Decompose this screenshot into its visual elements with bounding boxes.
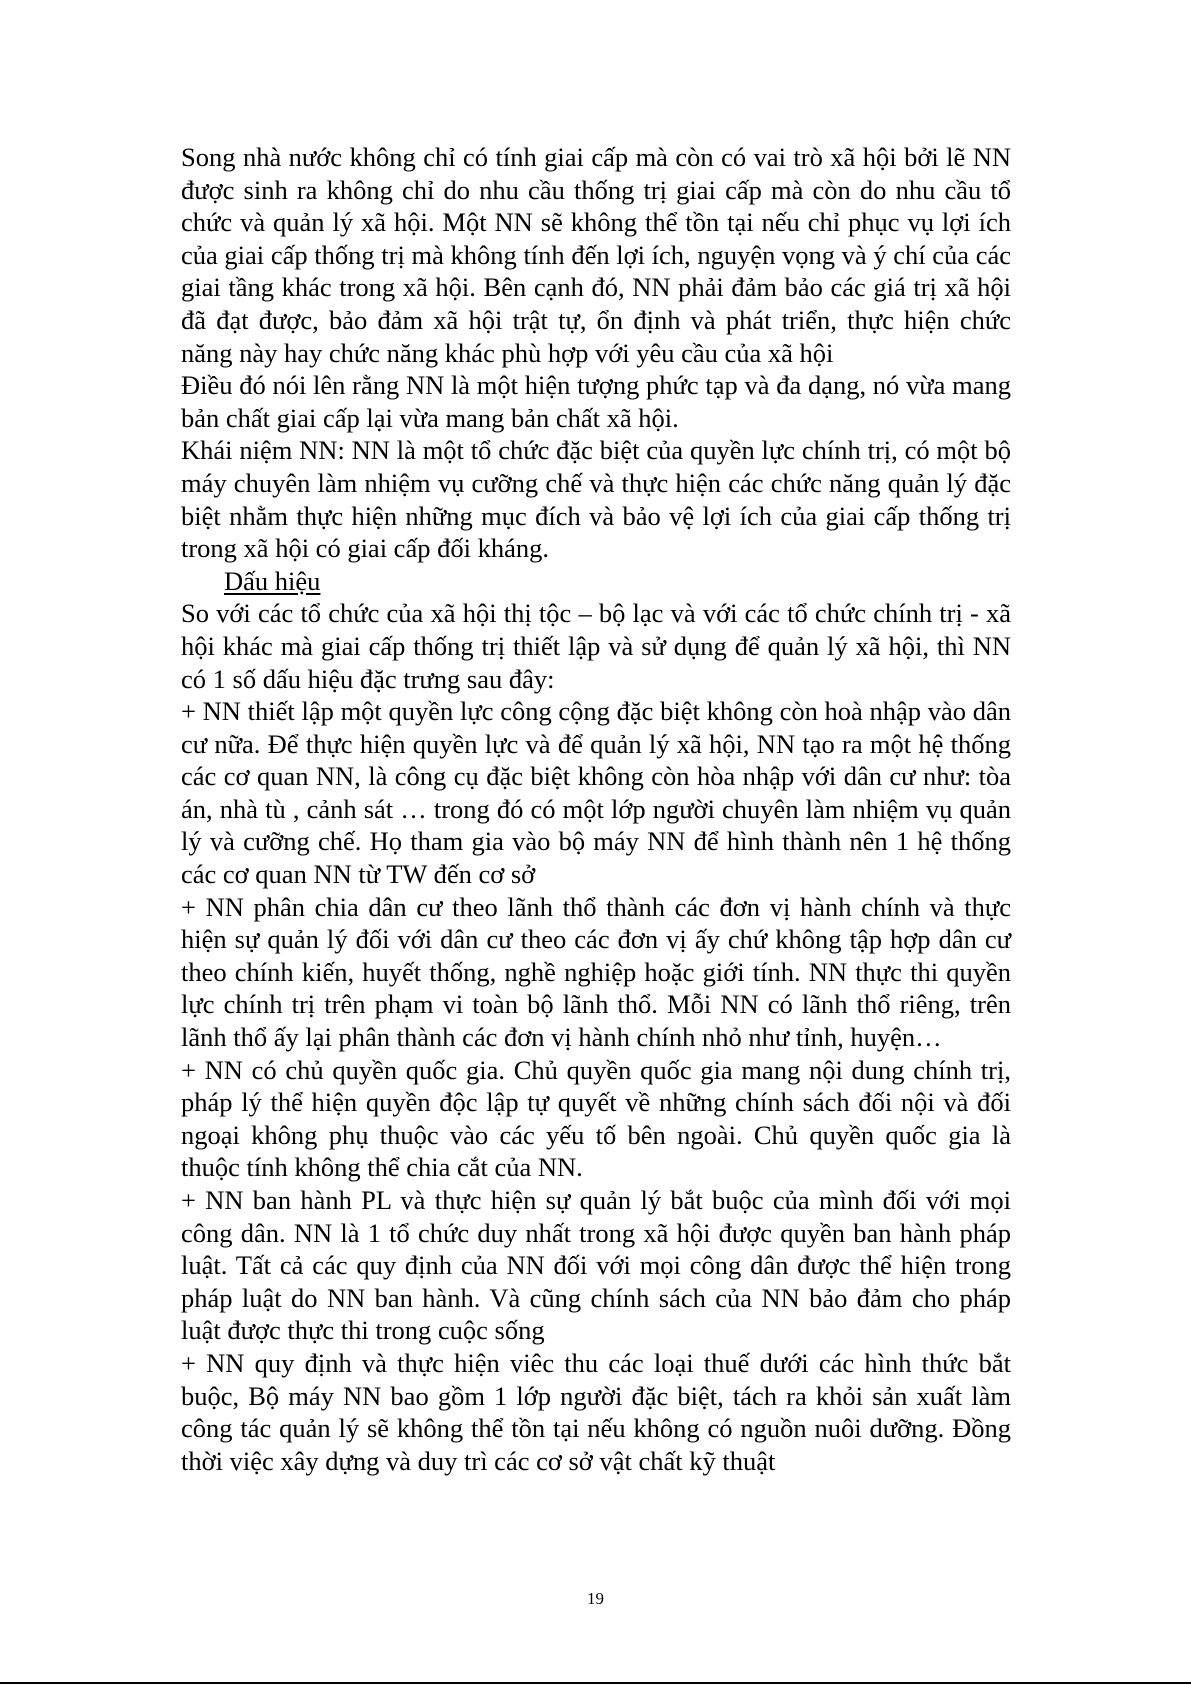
paragraph-state-concept: Khái niệm NN: NN là một tổ chức đặc biệt của quyền lực chính trị, có một bộ máy chuyên làm nhiệm vụ cưỡng chế và thực hiện các chức năng quản lý đặc biệt nhằm thực hiện những mục đích và bảo vệ lợi ích của giai cấp thống trị trong xã hội có giai cấp đối kháng. bbox=[181, 435, 1011, 564]
page-body bbox=[181, 141, 1011, 1477]
paragraph-social-role: Song nhà nước không chỉ có tính giai cấp mà còn có vai trò xã hội bởi lẽ NN được sinh ra không chỉ do nhu cầu thống trị giai cấp mà còn do nhu cầu tổ chức và quản lý xã hội. Một NN sẽ không thể tồn tại nếu chỉ phục vụ lợi ích của giai cấp thống trị mà không tính đến lợi ích, nguyện vọng và ý chí của các giai tầng khác trong xã hội. Bên cạnh đó, NN phải đảm bảo các giá trị xã hội đã đạt được, bảo đảm xã hội trật tự, ổn định và phát triển, thực hiện chức năng này hay chức năng khác phù hợp với yêu cầu của xã hội bbox=[181, 142, 1011, 368]
paragraph-dual-nature: Điều đó nói lên rằng NN là một hiện tượng phức tạp và đa dạng, nó vừa mang bản chất giai cấp lại vừa mang bản chất xã hội. bbox=[181, 370, 1011, 433]
paragraph-public-power: + NN thiết lập một quyền lực công cộng đặc biệt không còn hoà nhập vào dân cư nữa. Để thực hiện quyền lực và để quản lý xã hội, NN tạo ra một hệ thống các cơ quan NN, là công cụ đặc biệt không còn hòa nhập với dân cư như: tòa án, nhà tù , cảnh sát … trong đó có một lớp người chuyên làm nhiệm vụ quản lý và cưỡng chế. Họ tham gia vào bộ máy NN để hình thành nên 1 hệ thống các cơ quan NN từ TW đến cơ sở bbox=[181, 696, 1011, 890]
paragraph-law: + NN ban hành PL và thực hiện sự quản lý bắt buộc của mình đối với mọi công dân. NN là 1 tổ chức duy nhất trong xã hội được quyền ban hành pháp luật. Tất cả các quy định của NN đối với mọi công dân được thể hiện trong pháp luật do NN ban hành. Và cũng chính sách của NN bảo đảm cho pháp luật được thực thi trong cuộc sống bbox=[181, 1185, 1011, 1346]
page-number: 19 bbox=[587, 1589, 604, 1608]
paragraph-taxes: + NN quy định và thực hiện viêc thu các loại thuế dưới các hình thức bắt buộc, Bộ máy NN bao gồm 1 lớp người đặc biệt, tách ra khỏi sản xuất làm công tác quản lý sẽ không thể tồn tại nếu không có nguồn nuôi dưỡng. Đồng thời việc xây dựng và duy trì các cơ sở vật chất kỹ thuật bbox=[181, 1347, 1011, 1476]
bottom-divider bbox=[0, 1682, 1191, 1684]
paragraph-intro-characteristics: So với các tổ chức của xã hội thị tộc – bộ lạc và với các tổ chức chính trị - xã hội khác mà giai cấp thống trị thiết lập và sử dụng để quản lý xã hội, thì NN có 1 số dấu hiệu đặc trưng sau đây: bbox=[181, 598, 1011, 694]
paragraph-territory: + NN phân chia dân cư theo lãnh thổ thành các đơn vị hành chính và thực hiện sự quản lý đối với dân cư theo các đơn vị ấy chứ không tập hợp dân cư theo chính kiến, huyết thống, nghề nghiệp hoặc giới tính. NN thực thi quyền lực chính trị trên phạm vi toàn bộ lãnh thổ. Mỗi NN có lãnh thổ riêng, trên lãnh thổ ấy lại phân thành các đơn vị hành chính nhỏ như tỉnh, huyện… bbox=[181, 891, 1011, 1053]
paragraph-sovereignty: + NN có chủ quyền quốc gia. Chủ quyền quốc gia mang nội dung chính trị, pháp lý thể hiện quyền độc lập tự quyết về những chính sách đối nội và đối ngoại không phụ thuộc vào các yếu tố bên ngoài. Chủ quyền quốc gia là thuộc tính không thể chia cắt của NN. bbox=[181, 1054, 1011, 1183]
section-heading-characteristics: Dấu hiệu bbox=[224, 565, 321, 596]
